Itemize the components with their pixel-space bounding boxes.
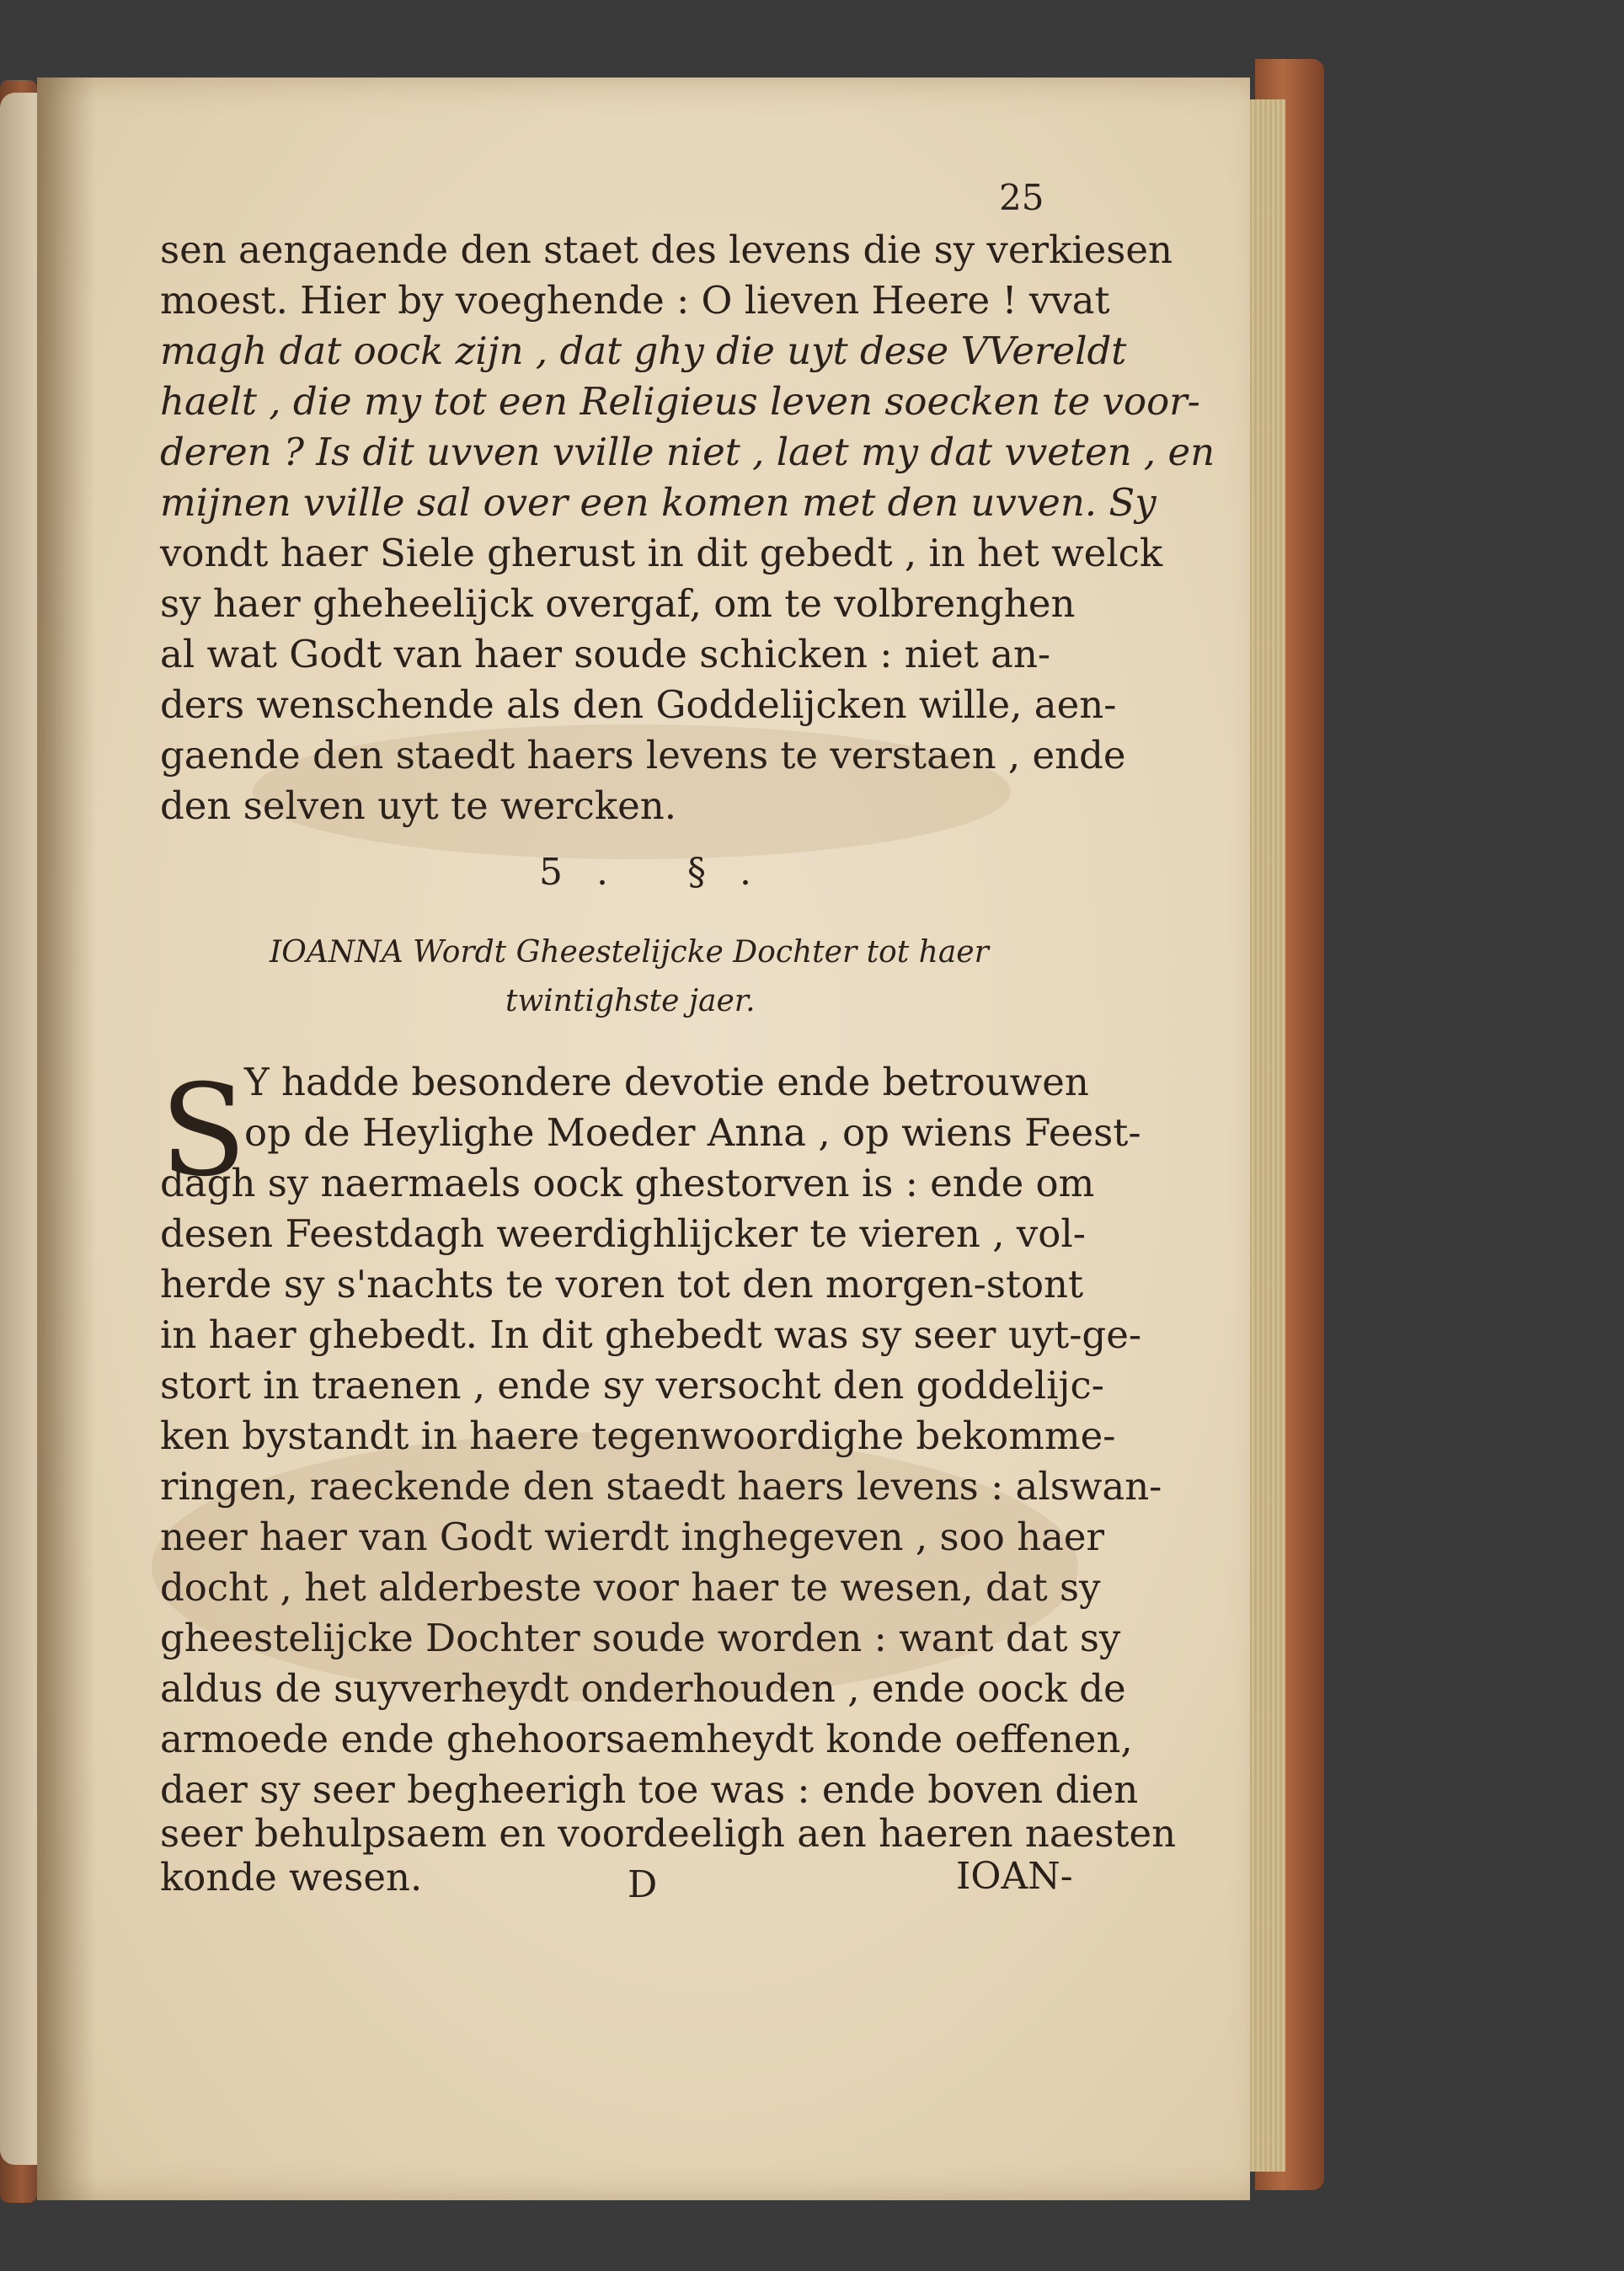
text-line: desen Feestdagh weerdighlijcker te vieren , vol- <box>160 1211 1086 1256</box>
text-line: magh dat oock zijn , dat ghy die uyt dese VVereldt <box>160 329 1127 373</box>
text-line: aldus de suyverheydt onderhouden , ende oock de <box>160 1666 1126 1711</box>
text-line: dagh sy naermaels oock ghestorven is : ende om <box>160 1161 1095 1205</box>
page-number: 25 <box>999 177 1044 218</box>
text-line: ringen, raeckende den staedt haers levens : alswan- <box>160 1464 1162 1509</box>
text-line: docht , het alderbeste voor haer te wesen, dat sy <box>160 1565 1101 1610</box>
section-heading: IOANNA Wordt Gheestelijcke Dochter tot haer <box>270 935 989 970</box>
text-line: op de Heylighe Moeder Anna , op wiens Feest- <box>244 1110 1141 1155</box>
text-line: armoede ende ghehoorsaemheydt konde oeffenen, <box>160 1717 1133 1761</box>
text-line: gheestelijcke Dochter soude worden : want dat sy <box>160 1616 1121 1660</box>
text-line: konde wesen. <box>160 1855 423 1900</box>
text-line: Y hadde besondere devotie ende betrouwen <box>244 1060 1089 1104</box>
drop-cap: S <box>160 1058 247 1205</box>
section-mark: 5. §. <box>539 851 785 894</box>
signature-mark: D <box>628 1863 658 1906</box>
text-line: sen aengaende den staet des levens die sy verkiesen <box>160 227 1173 272</box>
text-line: moest. Hier by voeghende : O lieven Heere ! vvat <box>160 278 1110 323</box>
text-line: stort in traenen , ende sy versocht den goddelijc- <box>160 1363 1104 1408</box>
text-line: in haer ghebedt. In dit ghebedt was sy seer uyt-ge- <box>160 1312 1142 1357</box>
text-line: deren ? Is dit uvven vville niet , laet my dat vveten , en <box>160 430 1215 474</box>
text-line: herde sy s'nachts te voren tot den morgen-stont <box>160 1262 1084 1306</box>
text-line: sy haer gheheelijck overgaf, om te volbrenghen <box>160 581 1076 626</box>
text-line: ken bystandt in haere tegenwoordighe bekomme- <box>160 1413 1116 1458</box>
text-line: ders wenschende als den Goddelijcken wille, aen- <box>160 682 1117 727</box>
text-line: daer sy seer begheerigh toe was : ende boven dien <box>160 1767 1139 1812</box>
text-line: mijnen vville sal over een komen met den uvven. Sy <box>160 480 1157 525</box>
text-line: haelt , die my tot een Religieus leven soecken te voor- <box>160 379 1200 424</box>
catchword: IOAN- <box>956 1855 1073 1898</box>
text-line: neer haer van Godt wierdt inghegeven , soo haer <box>160 1515 1105 1559</box>
text-line: gaende den staedt haers levens te verstaen , ende <box>160 733 1126 777</box>
text-line: al wat Godt van haer soude schicken : niet an- <box>160 632 1051 676</box>
text-line: seer behulpsaem en voordeeligh aen haeren naesten <box>160 1811 1177 1856</box>
text-line: vondt haer Siele gherust in dit gebedt , in het welck <box>160 531 1163 575</box>
text-line: den selven uyt te wercken. <box>160 783 677 828</box>
gutter-shadow <box>37 77 96 2200</box>
section-heading-cont: twintighste jaer. <box>505 984 756 1018</box>
